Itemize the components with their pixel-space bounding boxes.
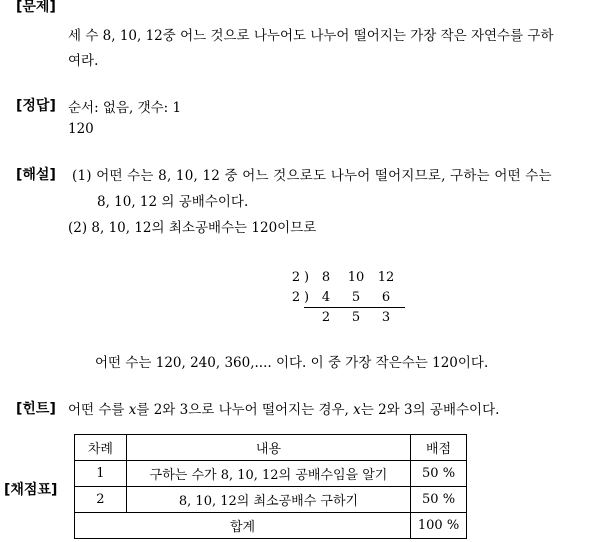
hint-label: [힌트] — [16, 401, 56, 417]
explanation-step2: (2) 8, 10, 12의 최소공배수는 120이므로 — [68, 220, 317, 236]
grading-label: [채점표] — [4, 482, 58, 498]
grading-total-row — [75, 513, 467, 539]
division-value: 5 — [351, 290, 361, 305]
grading-total-label: 합계 — [75, 513, 411, 539]
grading-order: 1 — [75, 461, 127, 487]
problem-label: [문제] — [16, 0, 56, 15]
division-underline — [304, 307, 405, 308]
division-divisor-2: 2 — [291, 290, 301, 305]
division-bracket-2: ) — [304, 290, 310, 305]
hint-text: 어떤 수를 x를 2와 3으로 나누어 떨어지는 경우, x는 2와 3의 공배수이다. — [68, 402, 500, 418]
problem-text-line2: 여라. — [68, 53, 99, 69]
grading-header-order: 차례 — [75, 435, 127, 461]
grading-header-row — [75, 435, 467, 461]
division-result: 5 — [351, 310, 361, 325]
problem-text-line1: 세 수 8, 10, 12중 어느 것으로 나누어도 나누어 떨어지는 가장 작은 자연수를 구하 — [68, 28, 554, 44]
grading-header-content: 내용 — [126, 435, 410, 461]
division-result: 3 — [381, 310, 391, 325]
division-value: 10 — [347, 270, 365, 285]
grading-score: 50 % — [411, 487, 467, 513]
division-value: 12 — [377, 270, 395, 285]
explanation-step1-line1: (1) 어떤 수는 8, 10, 12 중 어느 것으로도 나누어 떨어지므로, 구하는 어떤 수는 — [72, 168, 552, 184]
table-row — [75, 461, 467, 487]
answer-order-count: 순서: 없음, 갯수: 1 — [68, 100, 182, 116]
division-value: 8 — [321, 270, 331, 285]
division-bracket-1: ) — [304, 270, 310, 285]
explanation-step1-line2: 8, 10, 12 의 공배수이다. — [97, 194, 249, 210]
table-row — [75, 487, 467, 513]
grading-score: 50 % — [411, 461, 467, 487]
grading-total-score: 100 % — [411, 513, 467, 539]
grading-content: 8, 10, 12의 최소공배수 구하기 — [126, 487, 410, 513]
division-result: 2 — [321, 310, 331, 325]
explanation-label: [해설] — [16, 167, 56, 183]
grading-content: 구하는 수가 8, 10, 12의 공배수임을 알기 — [126, 461, 410, 487]
grading-order: 2 — [75, 487, 127, 513]
answer-label: [정답] — [16, 98, 56, 114]
answer-value: 120 — [68, 121, 94, 137]
explanation-conclusion: 어떤 수는 120, 240, 360,.... 이다. 이 중 가장 작은수는 120이다. — [95, 355, 489, 371]
division-divisor-1: 2 — [291, 270, 301, 285]
division-value: 6 — [381, 290, 391, 305]
grading-table — [74, 434, 467, 539]
grading-header-score: 배점 — [411, 435, 467, 461]
division-value: 4 — [321, 290, 331, 305]
